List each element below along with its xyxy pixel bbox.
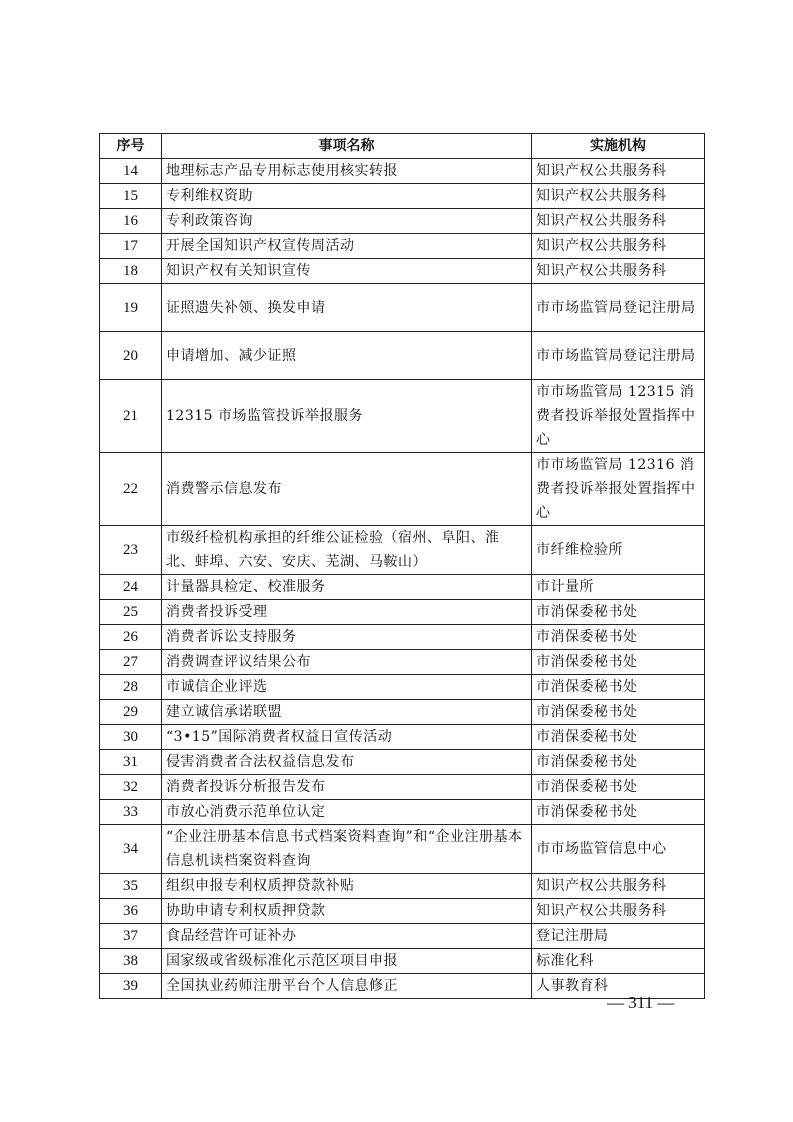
row-serial-number: 18 [100, 259, 162, 284]
row-item-name: 消费者诉讼支持服务 [162, 625, 532, 650]
row-implementing-agency: 知识产权公共服务科 [532, 184, 705, 209]
row-implementing-agency: 市纤维检验所 [532, 526, 705, 575]
header-serial-number: 序号 [100, 134, 162, 159]
row-item-name: 市诚信企业评选 [162, 675, 532, 700]
row-item-name: 食品经营许可证补办 [162, 924, 532, 949]
row-item-name: 全国执业药师注册平台个人信息修正 [162, 974, 532, 999]
row-serial-number: 20 [100, 332, 162, 380]
row-serial-number: 21 [100, 380, 162, 453]
row-implementing-agency: 市消保委秘书处 [532, 625, 705, 650]
row-serial-number: 37 [100, 924, 162, 949]
table-row [100, 526, 705, 575]
table-row [100, 575, 705, 600]
row-implementing-agency: 市消保委秘书处 [532, 675, 705, 700]
table-row [100, 825, 705, 874]
row-serial-number: 19 [100, 284, 162, 332]
row-implementing-agency: 市消保委秘书处 [532, 775, 705, 800]
table-row [100, 209, 705, 234]
row-implementing-agency: 市市场监管局 12315 消费者投诉举报处置指挥中心 [532, 380, 705, 453]
row-implementing-agency: 知识产权公共服务科 [532, 234, 705, 259]
row-implementing-agency: 知识产权公共服务科 [532, 874, 705, 899]
row-serial-number: 34 [100, 825, 162, 874]
row-item-name: 组织申报专利权质押贷款补贴 [162, 874, 532, 899]
row-item-name: 开展全国知识产权宣传周活动 [162, 234, 532, 259]
table-row [100, 899, 705, 924]
row-serial-number: 27 [100, 650, 162, 675]
row-implementing-agency: 市消保委秘书处 [532, 725, 705, 750]
row-serial-number: 36 [100, 899, 162, 924]
table-row [100, 775, 705, 800]
row-serial-number: 25 [100, 600, 162, 625]
table-row [100, 625, 705, 650]
row-serial-number: 32 [100, 775, 162, 800]
row-item-name: 专利政策咨询 [162, 209, 532, 234]
row-serial-number: 14 [100, 159, 162, 184]
row-serial-number: 23 [100, 526, 162, 575]
row-serial-number: 26 [100, 625, 162, 650]
table-row [100, 332, 705, 380]
table-row [100, 750, 705, 775]
row-item-name: “企业注册基本信息书式档案资料查询”和“企业注册基本信息机读档案资料查询 [162, 825, 532, 874]
row-implementing-agency: 市消保委秘书处 [532, 800, 705, 825]
row-item-name: 消费警示信息发布 [162, 453, 532, 526]
row-serial-number: 30 [100, 725, 162, 750]
table-row [100, 725, 705, 750]
row-item-name: 市级纤检机构承担的纤维公证检验（宿州、阜阳、淮北、蚌埠、六安、安庆、芜湖、马鞍山） [162, 526, 532, 575]
row-implementing-agency: 市市场监管局登记注册局 [532, 284, 705, 332]
row-item-name: 知识产权有关知识宣传 [162, 259, 532, 284]
header-implementing-agency: 实施机构 [532, 134, 705, 159]
row-serial-number: 39 [100, 974, 162, 999]
row-implementing-agency: 登记注册局 [532, 924, 705, 949]
row-item-name: 计量器具检定、校准服务 [162, 575, 532, 600]
table-row [100, 874, 705, 899]
table-row [100, 453, 705, 526]
table-row [100, 284, 705, 332]
table-row [100, 259, 705, 284]
service-items-table [99, 133, 705, 999]
row-serial-number: 35 [100, 874, 162, 899]
row-item-name: 专利维权资助 [162, 184, 532, 209]
row-implementing-agency: 市消保委秘书处 [532, 700, 705, 725]
row-item-name: 消费者投诉受理 [162, 600, 532, 625]
row-implementing-agency: 市计量所 [532, 575, 705, 600]
row-serial-number: 16 [100, 209, 162, 234]
row-item-name: 侵害消费者合法权益信息发布 [162, 750, 532, 775]
row-implementing-agency: 知识产权公共服务科 [532, 259, 705, 284]
table-body [100, 159, 705, 999]
row-serial-number: 24 [100, 575, 162, 600]
row-serial-number: 15 [100, 184, 162, 209]
row-item-name: 证照遗失补领、换发申请 [162, 284, 532, 332]
table-row [100, 234, 705, 259]
table-row [100, 700, 705, 725]
row-item-name: 建立诚信承诺联盟 [162, 700, 532, 725]
table-row [100, 650, 705, 675]
row-serial-number: 31 [100, 750, 162, 775]
table-row [100, 924, 705, 949]
row-implementing-agency: 市消保委秘书处 [532, 650, 705, 675]
table-row [100, 675, 705, 700]
row-item-name: 申请增加、减少证照 [162, 332, 532, 380]
row-implementing-agency: 市消保委秘书处 [532, 750, 705, 775]
row-implementing-agency: 市市场监管局 12316 消费者投诉举报处置指挥中心 [532, 453, 705, 526]
row-implementing-agency: 人事教育科 [532, 974, 705, 999]
row-serial-number: 17 [100, 234, 162, 259]
row-serial-number: 38 [100, 949, 162, 974]
row-serial-number: 22 [100, 453, 162, 526]
table-row [100, 184, 705, 209]
table-row [100, 949, 705, 974]
page-number: — 311 — [607, 993, 675, 1012]
row-implementing-agency: 知识产权公共服务科 [532, 209, 705, 234]
table-row [100, 800, 705, 825]
row-item-name: 国家级或省级标准化示范区项目申报 [162, 949, 532, 974]
row-implementing-agency: 知识产权公共服务科 [532, 899, 705, 924]
row-implementing-agency: 市市场监管信息中心 [532, 825, 705, 874]
row-item-name: 协助申请专利权质押贷款 [162, 899, 532, 924]
row-item-name: 12315 市场监管投诉举报服务 [162, 380, 532, 453]
row-serial-number: 28 [100, 675, 162, 700]
row-serial-number: 33 [100, 800, 162, 825]
row-implementing-agency: 知识产权公共服务科 [532, 159, 705, 184]
row-item-name: 市放心消费示范单位认定 [162, 800, 532, 825]
table-row [100, 159, 705, 184]
row-implementing-agency: 市消保委秘书处 [532, 600, 705, 625]
table-row [100, 600, 705, 625]
row-item-name: 消费者投诉分析报告发布 [162, 775, 532, 800]
header-item-name: 事项名称 [162, 134, 532, 159]
row-serial-number: 29 [100, 700, 162, 725]
table-row [100, 380, 705, 453]
row-implementing-agency: 标准化科 [532, 949, 705, 974]
row-item-name: 地理标志产品专用标志使用核实转报 [162, 159, 532, 184]
row-item-name: 消费调查评议结果公布 [162, 650, 532, 675]
table-header-row [100, 134, 705, 159]
row-implementing-agency: 市市场监管局登记注册局 [532, 332, 705, 380]
row-item-name: “3•15”国际消费者权益日宣传活动 [162, 725, 532, 750]
